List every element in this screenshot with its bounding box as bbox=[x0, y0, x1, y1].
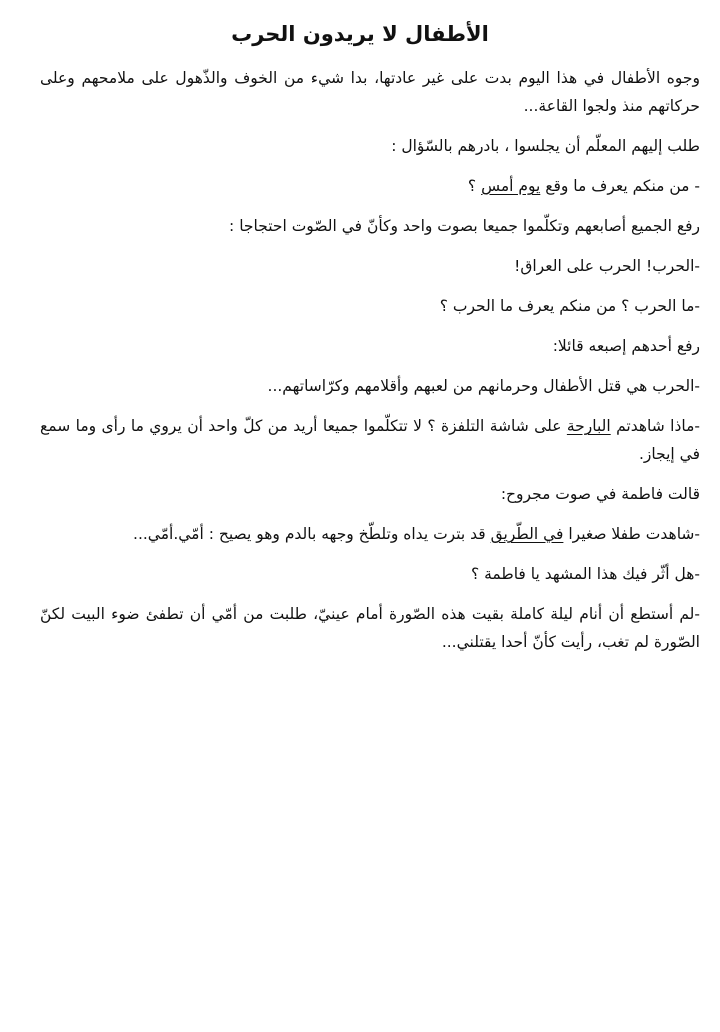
paragraph-11-text-end: قد بترت يداه وتلطّخ وجهه بالدم وهو يصيح : أمّي.أمّي... bbox=[133, 525, 491, 543]
paragraph-10-text: قالت فاطمة في صوت مجروح: bbox=[500, 485, 700, 503]
paragraph-2-text: طلب إليهم المعلّم أن يجلسوا ، بادرهم بالسّؤال : bbox=[391, 137, 700, 155]
paragraph-5-text: -الحرب! الحرب على العراق! bbox=[514, 257, 700, 275]
document-body bbox=[40, 64, 700, 668]
paragraph-1 bbox=[40, 64, 700, 120]
paragraph-8 bbox=[40, 372, 700, 400]
paragraph-9-text-end: على شاشة التلفزة ؟ لا تتكلّموا جميعا أريد من كلّ واحد أن يروي ما رأى وما سمع في إيجاز. bbox=[40, 417, 700, 463]
paragraph-9 bbox=[40, 412, 700, 468]
underlined-phrase-last-night: البارحة bbox=[566, 417, 611, 435]
paragraph-6 bbox=[40, 292, 700, 320]
paragraph-3-text-end: ؟ bbox=[467, 177, 482, 195]
paragraph-8-text: -الحرب هي قتل الأطفال وحرمانهم من لعبهم وأقلامهم وكرّاساتهم... bbox=[267, 377, 700, 395]
paragraph-4-text: رفع الجميع أصابعهم وتكلّموا جميعا بصوت واحد وكأنّ في الصّوت احتجاجا : bbox=[229, 217, 700, 235]
paragraph-6-text: -ما الحرب ؟ من منكم يعرف ما الحرب ؟ bbox=[439, 297, 700, 315]
paragraph-7 bbox=[40, 332, 700, 360]
paragraph-10 bbox=[40, 480, 700, 508]
paragraph-13 bbox=[40, 600, 700, 656]
paragraph-5 bbox=[40, 252, 700, 280]
paragraph-11-text-start: -شاهدت طفلا صغيرا bbox=[563, 525, 700, 543]
underlined-phrase-yesterday: يوم أمس bbox=[481, 177, 541, 195]
paragraph-3 bbox=[40, 172, 700, 200]
paragraph-13-text: -لم أستطع أن أنام ليلة كاملة بقيت هذه الصّورة أمام عينيّ، طلبت من أمّي أن تطفئ ضوء البيت لكنّ الصّورة لم تغب، رأيت كأنّ أحدا يقتلني... bbox=[40, 605, 700, 651]
paragraph-7-text: رفع أحدهم إصبعه قائلا: bbox=[552, 337, 700, 355]
paragraph-11 bbox=[40, 520, 700, 548]
document-title: الأطفال لا يريدون الحرب bbox=[231, 22, 489, 46]
paragraph-9-text-start: -ماذا شاهدتم bbox=[610, 417, 700, 435]
paragraph-12-text: -هل أثّر فيك هذا المشهد يا فاطمة ؟ bbox=[470, 565, 700, 583]
paragraph-3-text-start: - من منكم يعرف ما وقع bbox=[540, 177, 700, 195]
paragraph-2 bbox=[40, 132, 700, 160]
paragraph-1-text: وجوه الأطفال في هذا اليوم بدت على غير عادتها، بدا شيء من الخوف والذّهول على ملامحهم وعلى حركاتهم منذ ولجوا القاعة... bbox=[40, 69, 700, 115]
paragraph-12 bbox=[40, 560, 700, 588]
paragraph-4 bbox=[40, 212, 700, 240]
underlined-phrase-in-the-street: في الطّريق bbox=[490, 525, 564, 543]
